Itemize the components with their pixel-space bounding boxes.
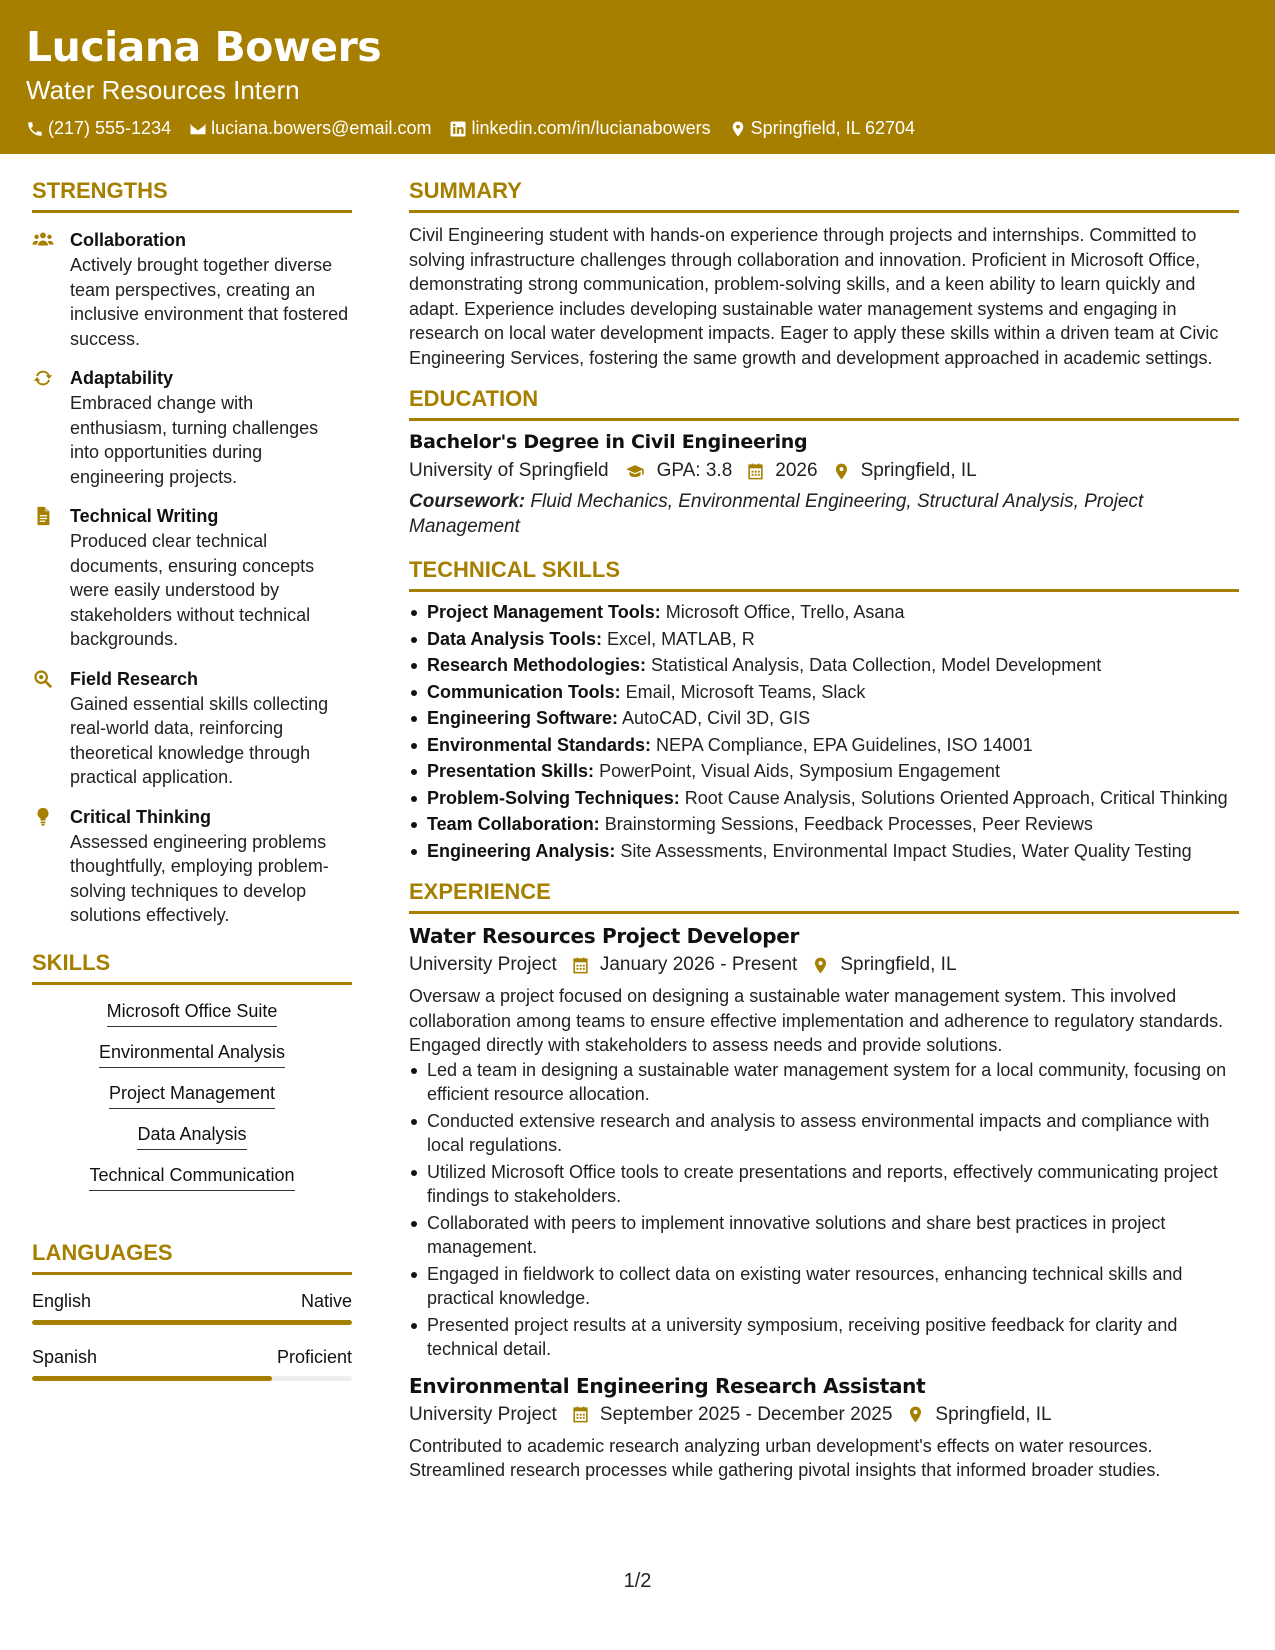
right-column [409,178,1239,1497]
graduation-cap-icon [623,462,647,481]
list-item [409,733,1239,758]
language-proficiency-fill [32,1320,352,1325]
school-name [409,460,609,482]
list-item: Utilized Microsoft Office tools to create presentations and reports, effectively communicating project findings to stakeholders. [409,1160,1239,1209]
language-proficiency-bar [32,1320,352,1325]
job-org [409,1404,557,1426]
list-item [409,680,1239,705]
languages-heading: LANGUAGES [32,1240,352,1275]
job-meta [409,1404,1239,1426]
summary-text: Civil Engineering student with hands-on experience through projects and internships. Committed to solving infrastructure challenges through collaboration and innovation. Proficient in Microsoft Office, demonstrating strong communication, problem-solving skills, and a keen ability to learn quickly and adapt. Experience includes developing sustainable water management systems and engaging in research on local water development impacts. Eager to apply these skills within a driven team at Civic Engineering Services, fostering the same growth and development approached in academic settings. [409,225,1219,368]
school-text: University of Springfield [409,460,609,481]
language-level: Native [300,1290,352,1311]
job-entry [409,924,1239,1362]
phone-text: (217) 555-1234 [48,118,172,138]
list-item: Led a team in designing a sustainable water management system for a local community, focusing on efficient resource allocation. [409,1058,1239,1107]
lightbulb-icon [32,807,54,827]
skill-tag: Microsoft Office Suite [107,1001,278,1027]
calendar-icon [571,1405,590,1424]
strength-item [32,227,352,351]
skill-label: Data Analysis Tools: [427,628,603,649]
map-pin-icon [811,956,830,975]
degree-title: Bachelor's Degree in Civil Engineering [409,431,808,453]
job-dates [571,1404,893,1426]
location-text: Springfield, IL [935,1403,1052,1425]
linkedin-text: linkedin.com/in/lucianabowers [471,118,711,138]
skill-label: Engineering Analysis: [427,840,616,861]
strength-title: Collaboration [70,230,186,250]
education-meta [409,460,1239,482]
list-item [409,706,1239,731]
skill-label: Team Collaboration: [427,814,600,834]
skill-label: Engineering Software: [427,708,619,728]
coursework-label: Coursework: [409,491,526,512]
year-text: 2026 [775,460,818,481]
strength-title: Critical Thinking [70,806,212,827]
location-text: Springfield, IL [840,954,957,975]
org-text: University Project [409,1403,557,1425]
strength-title: Adaptability [70,368,174,388]
skill-label: Project Management Tools: [427,602,661,622]
strength-item [32,503,352,652]
summary-section [409,178,1239,370]
skill-value: AutoCAD, Civil 3D, GIS [618,708,811,728]
envelope-icon [189,120,207,138]
languages-list [32,1291,352,1381]
job-entry [409,1374,1239,1483]
list-item [409,653,1239,678]
refresh-icon [32,368,54,388]
education-location [832,460,977,482]
list-item: Presented project results at a university symposium, receiving positive feedback for clarity and technical detail. [409,1313,1239,1362]
skill-value: Brainstorming Sessions, Feedback Processes, Peer Reviews [599,814,1093,834]
language-proficiency-fill [32,1376,272,1381]
list-item [409,627,1239,652]
contact-email[interactable] [189,118,431,139]
linkedin-icon [449,120,467,138]
strengths-heading: STRENGTHS [32,178,352,213]
coursework [409,489,1239,539]
technical-skills-heading: TECHNICAL SKILLS [409,557,1239,592]
strength-item [32,365,352,489]
job-title: Water Resources Project Developer [409,924,800,948]
candidate-name: Luciana Bowers [26,23,382,71]
contact-linkedin[interactable] [449,118,710,139]
language-level: Proficient [276,1346,352,1367]
contact-bar [26,118,1249,139]
gpa [623,460,733,482]
left-column [32,178,352,1403]
skill-tag: Project Management [109,1083,275,1109]
strength-desc: Embraced change with enthusiasm, turning challenges into opportunities during engineering projects. [70,393,319,487]
skill-value: Statistical Analysis, Data Collection, Model Development [646,655,1102,675]
list-item: Conducted extensive research and analysis to assess environmental impacts and compliance with local regulations. [409,1109,1239,1158]
calendar-icon [746,462,765,481]
language-name: English [32,1290,92,1311]
dates-text: September 2025 - December 2025 [599,1403,893,1425]
coursework-text: Fluid Mechanics, Environmental Engineering, Structural Analysis, Project Management [409,491,1144,537]
education-section [409,386,1239,539]
contact-phone[interactable] [26,118,171,139]
calendar-icon [571,956,590,975]
language-item [32,1291,352,1325]
experience-section [409,879,1239,1483]
job-title: Environmental Engineering Research Assistant [409,1373,926,1398]
job-location [906,1404,1051,1426]
users-icon [32,230,54,250]
graduation-year [746,460,817,482]
strength-item [32,666,352,790]
gpa-text: GPA: 3.8 [656,460,733,481]
list-item [409,786,1239,811]
job-dates [571,954,798,976]
location-text: Springfield, IL 62704 [750,118,916,138]
skill-label: Presentation Skills: [427,761,595,781]
strength-title: Field Research [70,668,199,689]
list-item [409,839,1239,864]
dates-text: January 2026 - Present [599,954,798,975]
search-icon [32,669,54,689]
resume-header [0,0,1275,154]
skill-value: PowerPoint, Visual Aids, Symposium Engagement [594,761,1000,781]
skill-value: NEPA Compliance, EPA Guidelines, ISO 14001 [651,734,1033,755]
job-org [409,954,557,976]
contact-location [729,118,915,139]
list-item [409,759,1239,784]
strength-desc: Gained essential skills collecting real-world data, reinforcing theoretical knowledge through practical application. [70,693,329,787]
strength-item [32,804,352,928]
skill-tag: Environmental Analysis [99,1042,285,1068]
email-text: luciana.bowers@email.com [211,118,432,138]
location-text: Springfield, IL [860,460,977,481]
skill-label: Problem-Solving Techniques: [427,787,680,808]
document-icon [32,506,54,526]
language-proficiency-bar [32,1376,352,1381]
skills-heading: SKILLS [32,950,352,985]
map-pin-icon [906,1405,925,1424]
list-item: Collaborated with peers to implement innovative solutions and share best practices in project management. [409,1211,1239,1260]
skill-tag: Technical Communication [89,1165,294,1191]
technical-skills-section [409,557,1239,863]
list-item [409,600,1239,625]
strengths-list [32,227,352,928]
job-bullets [409,1058,1239,1362]
strength-desc: Produced clear technical documents, ensuring concepts were easily understood by stakeholders without technical backgrounds. [70,531,315,649]
page-number: 1/2 [623,1570,652,1592]
skill-value: Email, Microsoft Teams, Slack [620,681,866,702]
skill-value: Site Assessments, Environmental Impact Studies, Water Quality Testing [615,840,1192,861]
job-location [811,954,956,976]
list-item: Engaged in fieldwork to collect data on existing water resources, enhancing technical skills and practical knowledge. [409,1262,1239,1311]
skills-list [32,995,352,1200]
job-summary: Contributed to academic research analyzing urban development's effects on water resources. Streamlined research processes while gathering pivotal insights that informed broader studies. [409,1435,1161,1480]
list-item [409,812,1239,837]
language-item [32,1347,352,1381]
skill-label: Communication Tools: [427,681,621,702]
skill-value: Root Cause Analysis, Solutions Oriented Approach, Critical Thinking [679,787,1228,808]
skill-tag: Data Analysis [137,1124,246,1150]
skill-value: Excel, MATLAB, R [602,628,755,649]
map-pin-icon [832,462,851,481]
language-name: Spanish [32,1346,98,1367]
candidate-title: Water Resources Intern [26,75,300,105]
job-summary: Oversaw a project focused on designing a sustainable water management system. This involved collaboration among teams to ensure effective implementation and adherence to regulatory standards. Engaged directly with stakeholders to assess needs and provide solutions. [409,986,1224,1055]
job-meta [409,954,1239,976]
summary-heading: SUMMARY [409,178,1239,213]
phone-icon [26,120,44,138]
strength-desc: Actively brought together diverse team perspectives, creating an inclusive environment that fostered success. [70,255,349,349]
education-heading: EDUCATION [409,386,1239,421]
strength-desc: Assessed engineering problems thoughtfully, employing problem-solving techniques to develop solutions effectively. [70,831,329,925]
org-text: University Project [409,954,557,975]
skill-label: Environmental Standards: [427,734,652,755]
skill-value: Microsoft Office, Trello, Asana [660,602,905,622]
strength-title: Technical Writing [70,506,219,526]
skill-label: Research Methodologies: [427,655,647,675]
experience-heading: EXPERIENCE [409,879,1239,914]
technical-skills-list [409,600,1239,863]
map-pin-icon [729,120,747,138]
